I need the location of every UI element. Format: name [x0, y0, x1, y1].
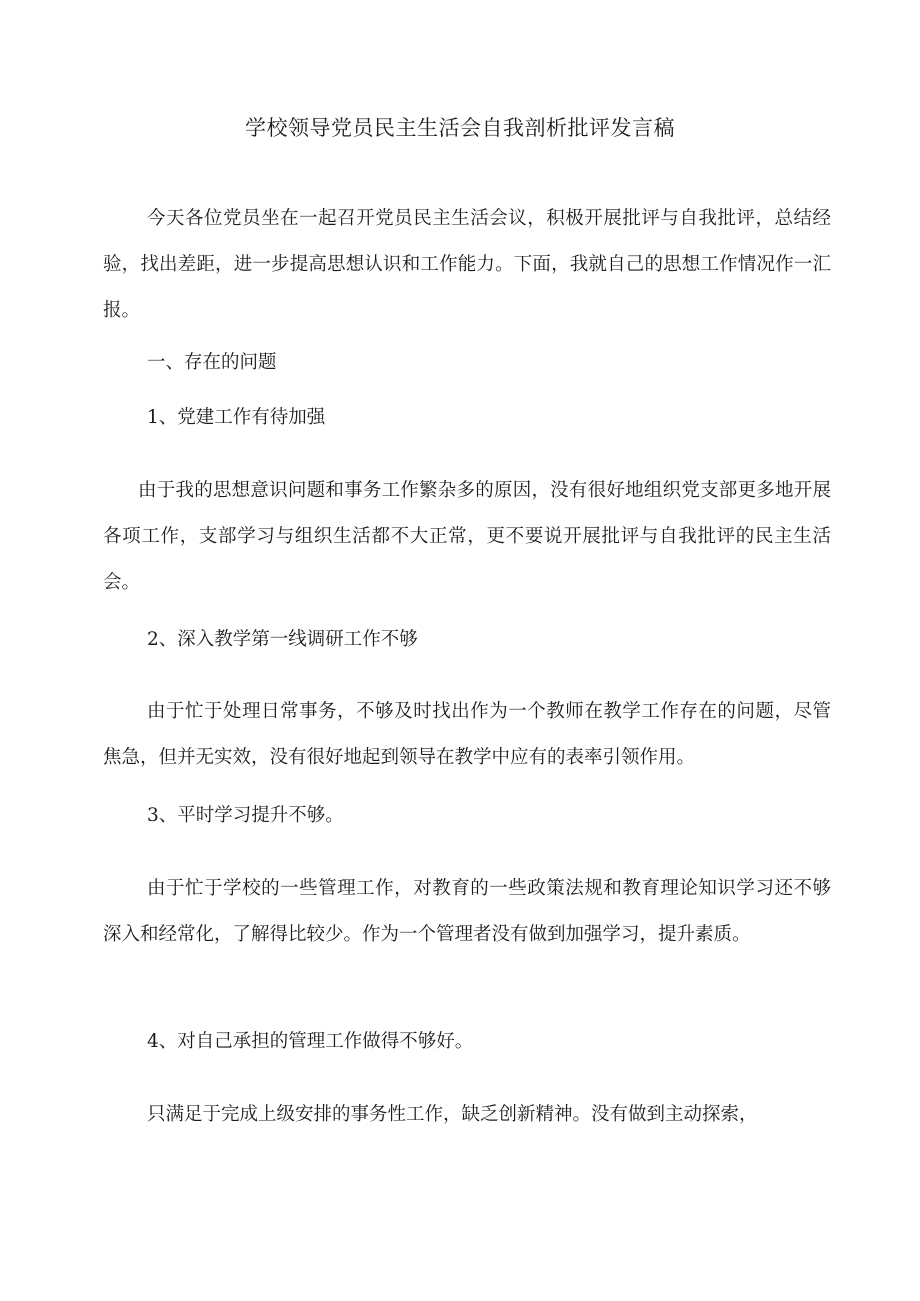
section-heading: 一、存在的问题	[147, 352, 277, 373]
item-2-heading: 2、深入教学第一线调研工作不够	[147, 629, 418, 650]
item-3-heading: 3、平时学习提升不够。	[147, 805, 344, 826]
item-4-body: 只满足于完成上级安排的事务性工作，缺乏创新精神。没有做到主动探索，	[147, 1104, 758, 1125]
item-1-body: 由于我的思想意识问题和事务工作繁杂多的原因，没有很好地组织党支部更多地开展各项工作，支部学习与组织生活都不大正常，更不要说开展批评与自我批评的民主生活会。	[103, 480, 831, 593]
document-title: 学校领导党员民主生活会自我剖析批评发言稿	[245, 116, 675, 140]
intro-paragraph: 今天各位党员坐在一起召开党员民主生活会议，积极开展批评与自我批评，总结经验，找出差距，进一步提高思想认识和工作能力。下面，我就自己的思想工作情况作一汇报。	[103, 208, 831, 321]
item-4-heading: 4、对自己承担的管理工作做得不够好。	[147, 1031, 474, 1052]
item-2-body: 由于忙于处理日常事务，不够及时找出作为一个教师在教学工作存在的问题，尽管焦急，但并无实效，没有很好地起到领导在教学中应有的表率引领作用。	[103, 701, 831, 768]
item-3-body: 由于忙于学校的一些管理工作，对教育的一些政策法规和教育理论知识学习还不够深入和经常化，了解得比较少。作为一个管理者没有做到加强学习，提升素质。	[103, 878, 831, 945]
item-1-heading: 1、党建工作有待加强	[147, 407, 326, 428]
